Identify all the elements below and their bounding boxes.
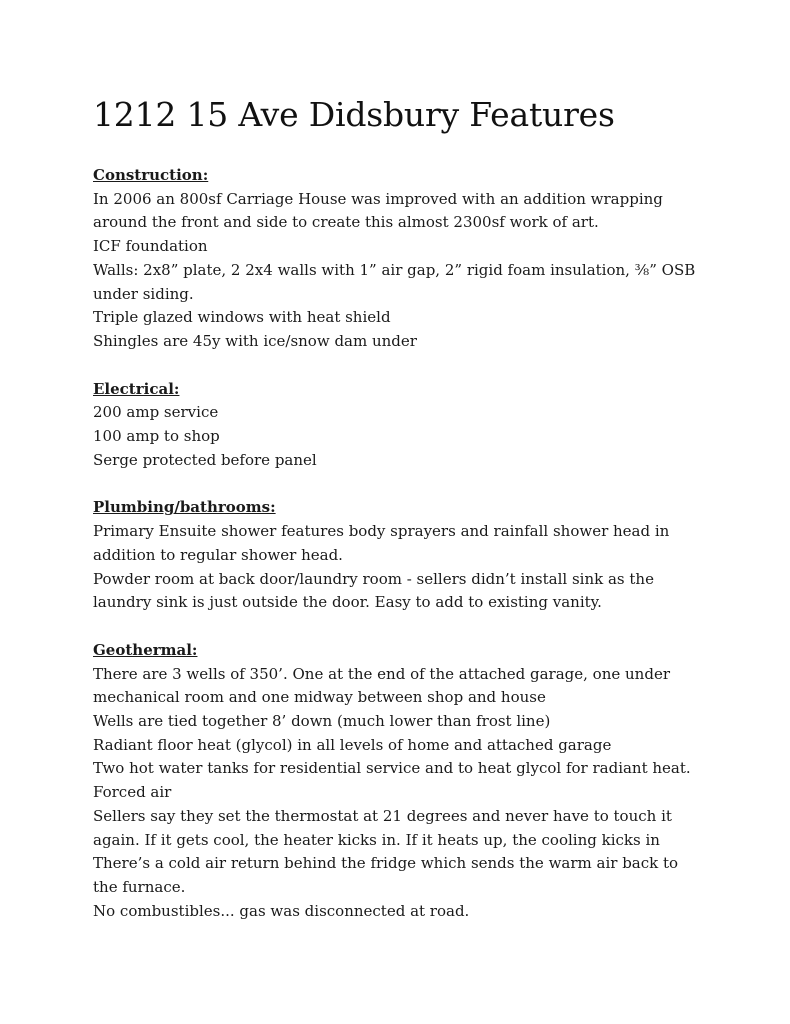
section-heading: Construction: xyxy=(93,166,209,184)
text-line: Wells are tied together 8’ down (much lower than frost line) xyxy=(93,712,551,731)
text-line: laundry sink is just outside the door. Easy to add to existing vanity. xyxy=(93,593,602,612)
text-line: again. If it gets cool, the heater kicks in. If it heats up, the cooling kicks in xyxy=(93,830,660,849)
text-line: Radiant floor heat (glycol) in all levels of home and attached garage xyxy=(93,735,612,754)
text-line: ICF foundation xyxy=(93,237,208,256)
text-line: under siding. xyxy=(93,284,194,303)
text-line: the furnace. xyxy=(93,877,186,896)
section-plumbing-bathrooms xyxy=(93,496,733,615)
text-line: There are 3 wells of 350’. One at the end of the attached garage, one under xyxy=(93,664,670,683)
text-line: Forced air xyxy=(93,783,172,802)
document-page xyxy=(93,92,733,947)
section-heading: Geothermal: xyxy=(93,640,198,659)
section-geothermal xyxy=(93,639,733,923)
text-line: There’s a cold air return behind the fridge which sends the warm air back to xyxy=(93,854,679,873)
section-electrical xyxy=(93,378,733,473)
text-line: In 2006 an 800sf Carriage House was improved with an addition wrapping xyxy=(93,189,663,208)
document-title: 1212 15 Ave Didsbury Features xyxy=(93,95,615,134)
text-line: Powder room at back door/laundry room - sellers didn’t install sink as the xyxy=(93,569,654,588)
text-line: Serge protected before panel xyxy=(93,450,317,469)
text-line: Triple glazed windows with heat shield xyxy=(93,308,391,327)
section-heading: Electrical: xyxy=(93,379,180,398)
section-construction xyxy=(93,164,733,354)
text-line: around the front and side to create this almost 2300sf work of art. xyxy=(93,213,599,232)
text-line: Two hot water tanks for residential service and to heat glycol for radiant heat. xyxy=(93,759,691,778)
text-line: mechanical room and one midway between shop and house xyxy=(93,688,546,707)
text-line: Sellers say they set the thermostat at 21 degrees and never have to touch it xyxy=(93,806,672,825)
text-line: addition to regular shower head. xyxy=(93,545,343,564)
text-line: Shingles are 45y with ice/snow dam under xyxy=(93,331,417,350)
text-line: 100 amp to shop xyxy=(93,427,220,446)
text-line: No combustibles... gas was disconnected at road. xyxy=(93,901,470,920)
text-line: Primary Ensuite shower features body sprayers and rainfall shower head in xyxy=(93,522,670,541)
section-heading: Plumbing/bathrooms: xyxy=(93,498,276,517)
text-line: 200 amp service xyxy=(93,403,219,422)
text-line: Walls: 2x8” plate, 2 2x4 walls with 1” air gap, 2” rigid foam insulation, ⅜” OSB xyxy=(93,260,696,279)
